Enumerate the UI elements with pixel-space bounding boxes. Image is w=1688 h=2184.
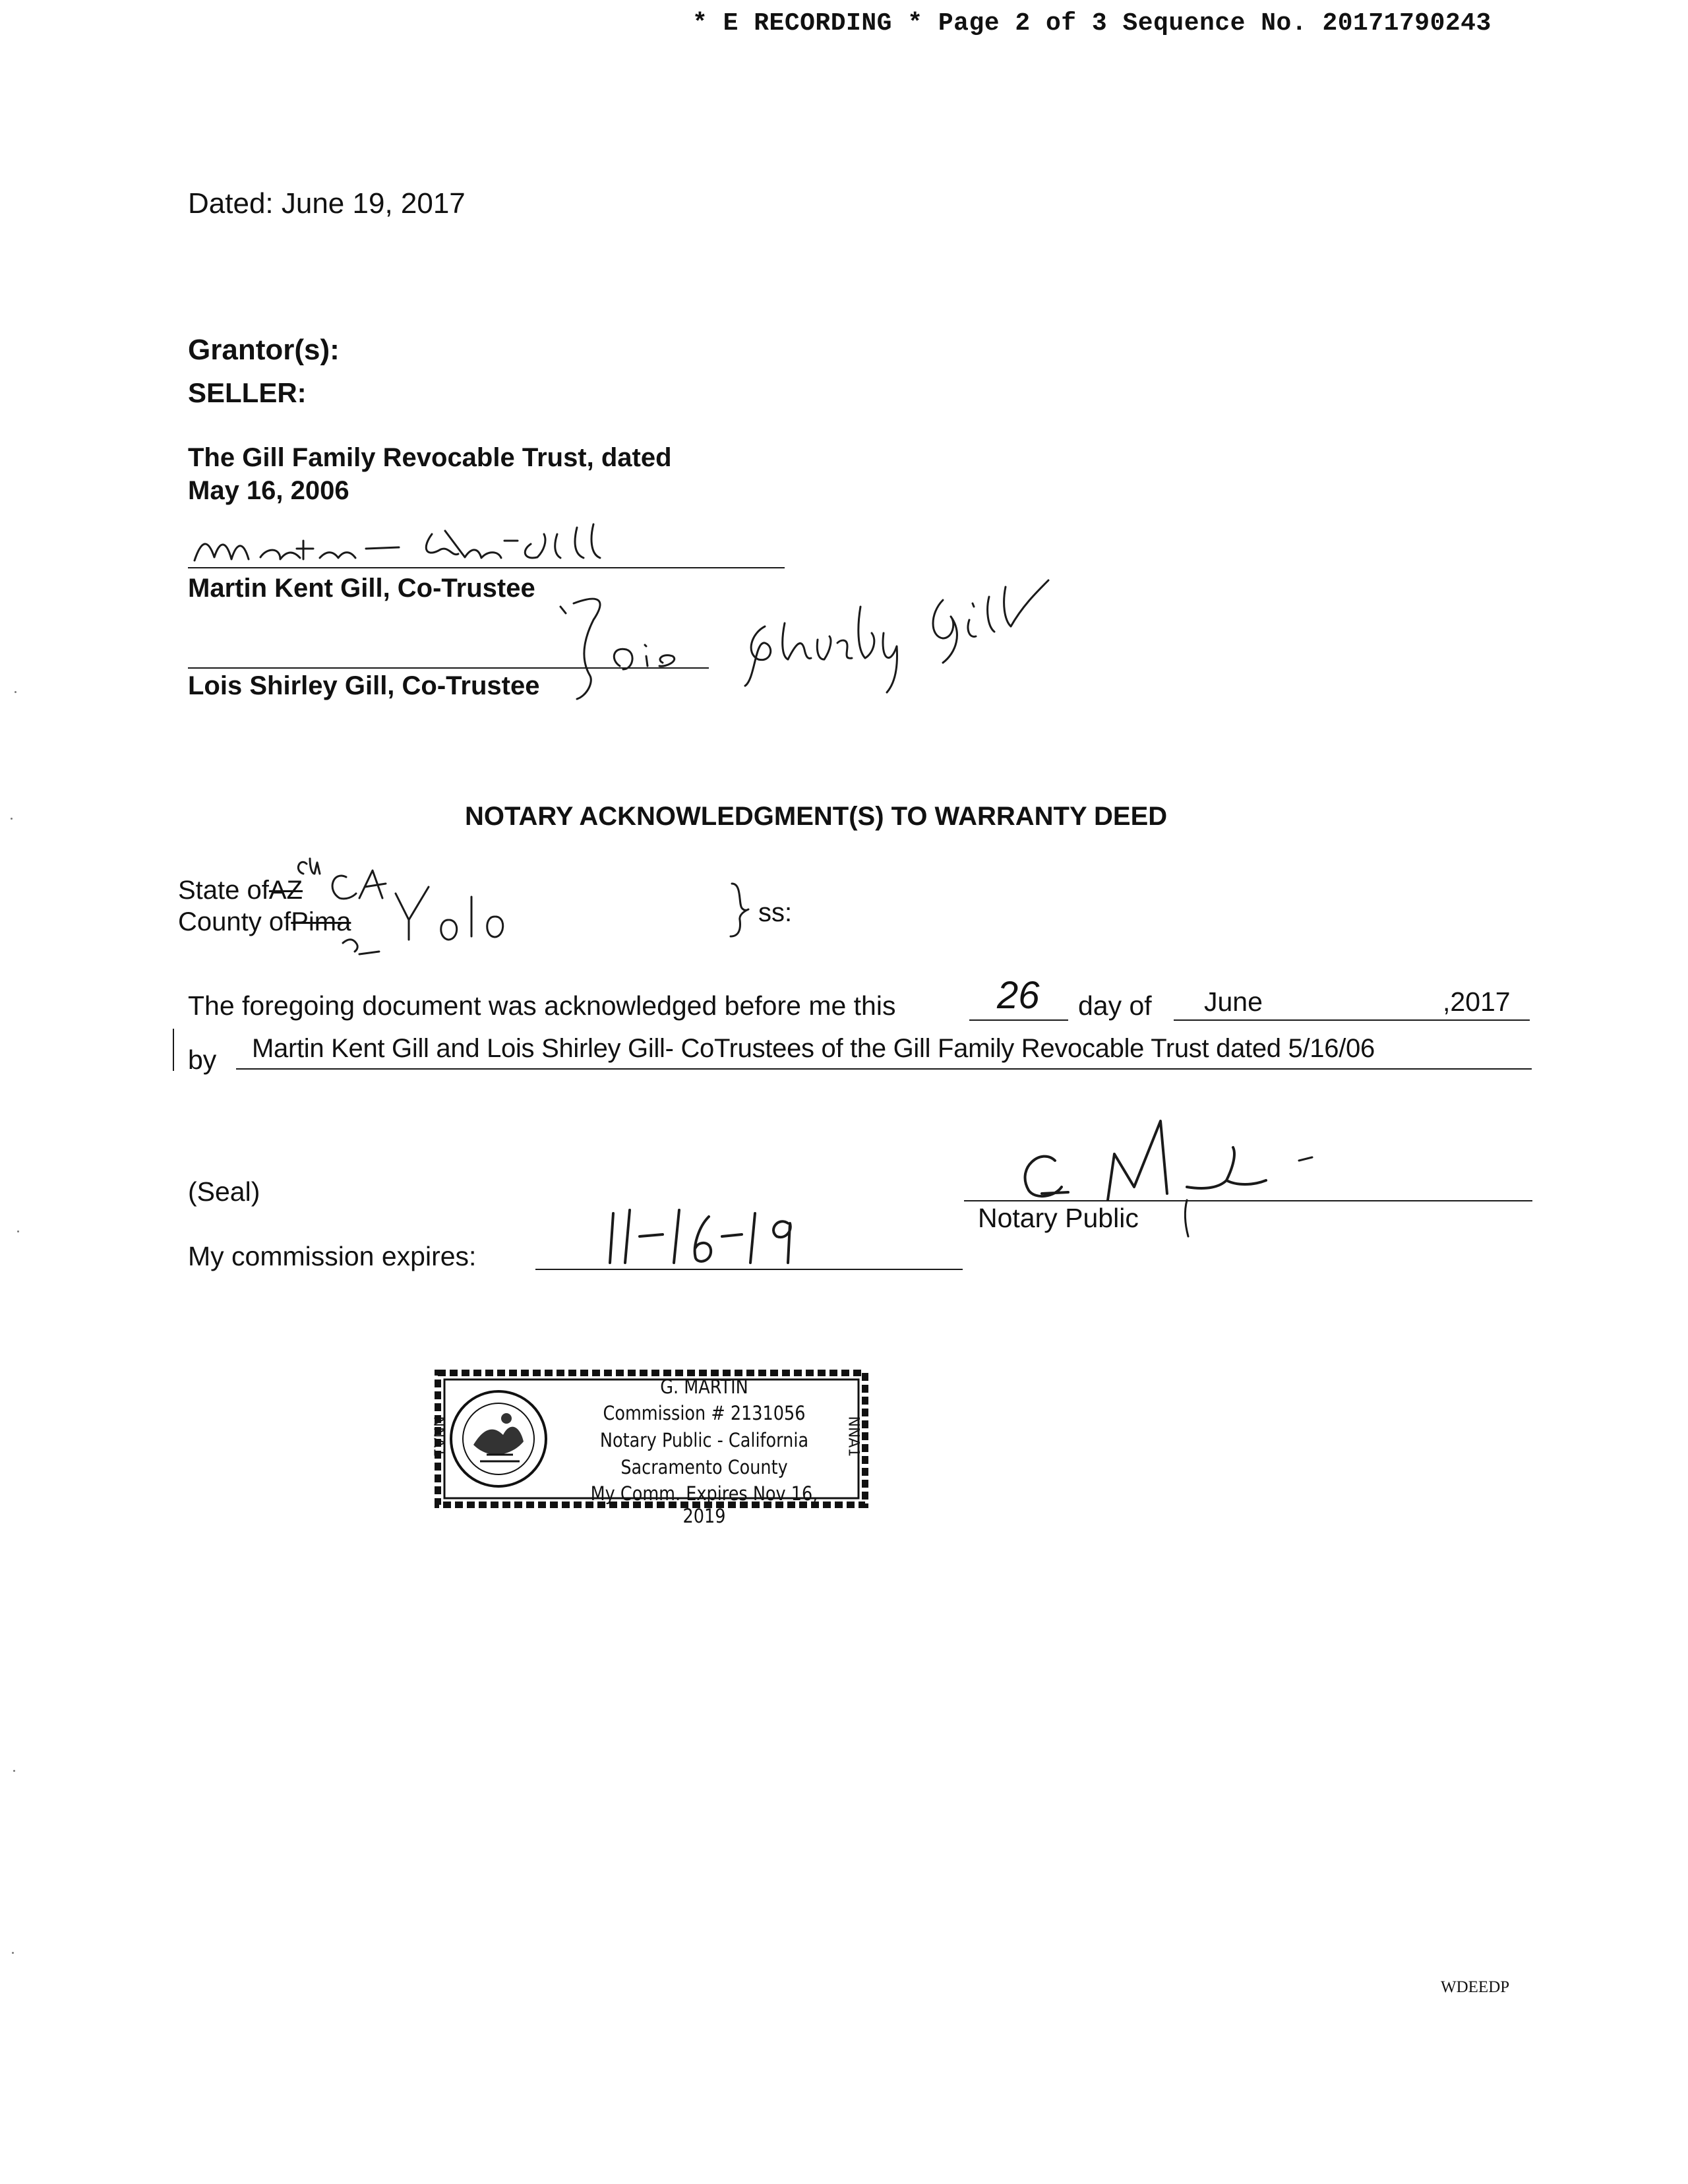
margin-mark [173, 1029, 174, 1071]
month-value: June [1204, 986, 1263, 1017]
ss-brace [725, 880, 752, 940]
stamp-notary-name: G. MARTIN [660, 1376, 748, 1398]
martin-signature [188, 521, 663, 574]
scan-speck [11, 818, 13, 820]
state-struck: AZ [268, 876, 303, 905]
state-label: State of [178, 876, 269, 905]
stamp-commission-number: Commission # 2131056 [603, 1402, 806, 1424]
trust-name-line2: May 16, 2006 [188, 476, 349, 505]
by-label: by [188, 1045, 217, 1075]
seal-label: (Seal) [188, 1176, 260, 1207]
ss-label: ss: [758, 898, 793, 927]
scan-speck [13, 1770, 15, 1772]
day-of-label: day of [1078, 990, 1152, 1021]
county-label: County of [178, 907, 291, 936]
trust-name-line1: The Gill Family Revocable Trust, dated [188, 443, 672, 472]
county-line [178, 907, 351, 937]
foregoing-text: The foregoing document was acknowledged before me this [188, 990, 896, 1021]
month-underline [1174, 1019, 1530, 1021]
scan-speck [15, 691, 16, 693]
scan-speck [17, 1230, 19, 1232]
notary-stamp [427, 1362, 876, 1527]
day-underline [969, 1019, 1068, 1021]
by-text: Martin Kent Gill and Lois Shirley Gill- CoTrustees of the Gill Family Revocable Trust dated 5/16/06 [252, 1034, 1375, 1063]
recording-header: * E RECORDING * Page 2 of 3 Sequence No. 20171790243 [692, 9, 1492, 38]
stamp-expires: My Comm. Expires Nov 16, 2019 [590, 1482, 818, 1527]
scan-speck [12, 1952, 14, 1954]
stamp-side-code-right: NNA1 [845, 1416, 862, 1457]
day-handwritten: 26 [997, 974, 1040, 1017]
signer2-name: Lois Shirley Gill, Co-Trustee [188, 671, 540, 700]
stamp-title: Notary Public - California [599, 1429, 809, 1451]
stamp-county: Sacramento County [620, 1456, 788, 1478]
state-line [178, 876, 303, 905]
grantors-heading: Grantor(s): [188, 334, 340, 366]
seller-label: SELLER: [188, 377, 307, 408]
county-struck: Pima [291, 907, 351, 936]
county-handwritten-yolo [330, 880, 514, 959]
notary-heading: NOTARY ACKNOWLEDGMENT(S) TO WARRANTY DEED [465, 802, 1168, 831]
lois-signature [547, 567, 1101, 712]
signer1-name: Martin Kent Gill, Co-Trustee [188, 574, 535, 603]
form-code: WDEEDP [1441, 1978, 1510, 1996]
stamp-side-code-left: NNA1 [430, 1416, 447, 1457]
year-value: ,2017 [1443, 986, 1511, 1017]
commission-date-handwritten [600, 1200, 811, 1273]
notary-public-label: Notary Public [978, 1203, 1139, 1233]
by-underline [236, 1068, 1532, 1070]
california-seal [451, 1391, 546, 1486]
commission-label: My commission expires: [188, 1241, 477, 1271]
dated-line: Dated: June 19, 2017 [188, 187, 466, 220]
